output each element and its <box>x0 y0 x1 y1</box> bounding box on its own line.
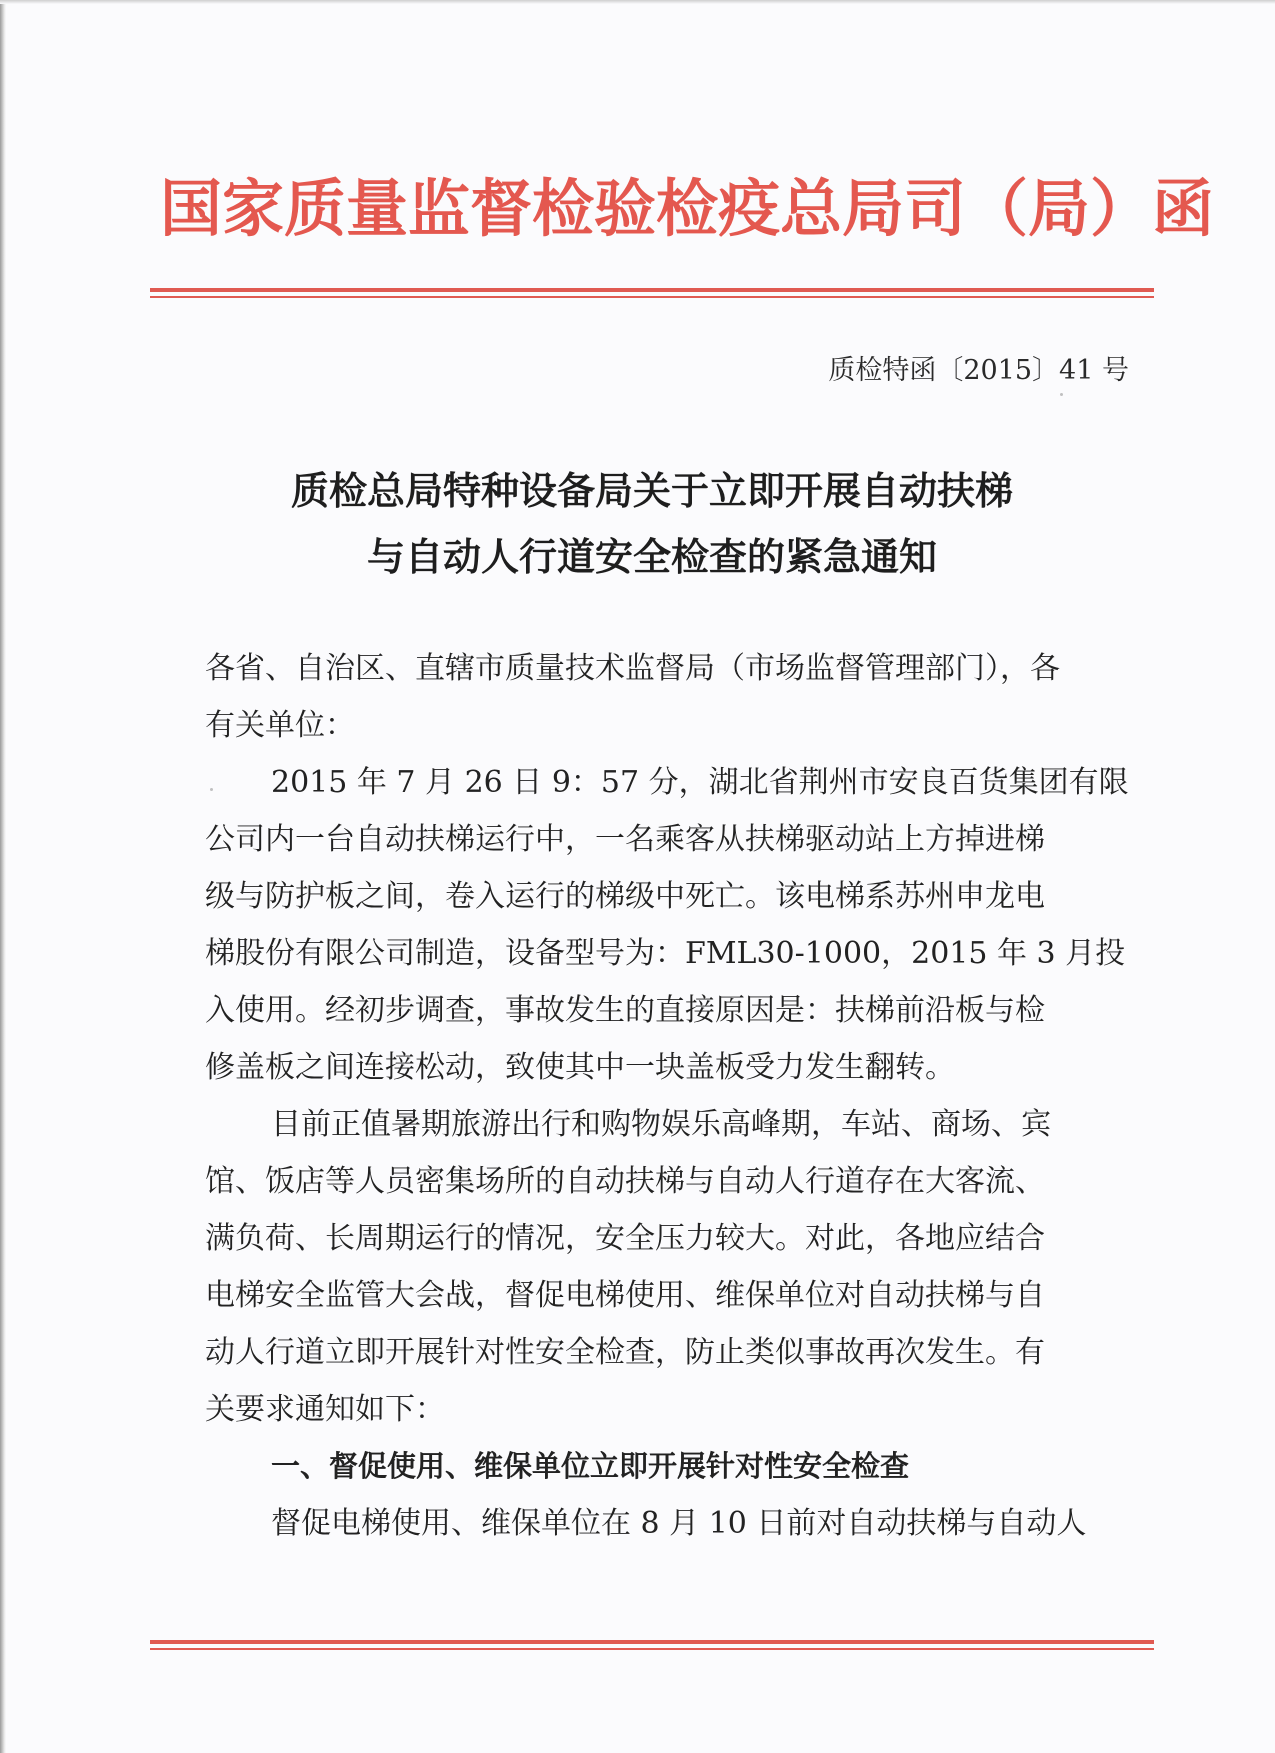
body-line: 目前正值暑期旅游出行和购物娱乐高峰期，车站、商场、宾 <box>271 1107 1051 1142</box>
body-line: 动人行道立即开展针对性安全检查，防止类似事故再次发生。有 <box>205 1335 1045 1370</box>
scan-edge-left <box>0 0 6 1753</box>
body-line: 各省、自治区、直辖市质量技术监督局（市场监督管理部门），各 <box>205 651 1060 686</box>
body-line: 2015 年 7 月 26 日 9：57 分，湖北省荆州市安良百货集团有限 <box>271 765 1129 800</box>
notice-title-line-1: 质检总局特种设备局关于立即开展自动扶梯 <box>290 469 1013 513</box>
body-line: 馆、饭店等人员密集场所的自动扶梯与自动人行道存在大客流、 <box>205 1164 1045 1199</box>
body-line: 梯股份有限公司制造，设备型号为：FML30-1000，2015 年 3 月投 <box>205 936 1126 971</box>
body-line: 级与防护板之间，卷入运行的梯级中死亡。该电梯系苏州申龙电 <box>205 879 1045 914</box>
body-line: 公司内一台自动扶梯运行中，一名乘客从扶梯驱动站上方掉进梯 <box>205 822 1045 857</box>
body-line: 有关单位： <box>205 708 355 743</box>
body-line: 电梯安全监管大会战，督促电梯使用、维保单位对自动扶梯与自 <box>205 1278 1045 1313</box>
letterhead-title: 国家质量监督检验检疫总局司（局）函 <box>160 172 1215 245</box>
scan-speck <box>210 788 213 791</box>
document-number: 质检特函〔2015〕41 号 <box>828 355 1129 386</box>
section-heading: 一、督促使用、维保单位立即开展针对性安全检查 <box>271 1449 910 1483</box>
letterhead-rule-thick <box>150 288 1154 292</box>
notice-body <box>205 640 1130 1552</box>
scan-edge-top <box>0 0 1275 4</box>
body-line: 修盖板之间连接松动，致使其中一块盖板受力发生翻转。 <box>205 1050 955 1085</box>
footer-rule-thin <box>150 1648 1154 1650</box>
body-line: 关要求通知如下： <box>205 1392 445 1427</box>
scan-speck <box>1060 393 1063 396</box>
notice-title <box>150 458 1154 590</box>
notice-title-line-2: 与自动人行道安全检查的紧急通知 <box>366 535 937 579</box>
body-line: 入使用。经初步调查，事故发生的直接原因是：扶梯前沿板与检 <box>205 993 1045 1028</box>
body-line: 督促电梯使用、维保单位在 8 月 10 日前对自动扶梯与自动人 <box>271 1506 1087 1541</box>
body-line: 满负荷、长周期运行的情况，安全压力较大。对此，各地应结合 <box>205 1221 1045 1256</box>
letterhead-rule-thin <box>150 296 1154 298</box>
footer-rule-thick <box>150 1640 1154 1644</box>
